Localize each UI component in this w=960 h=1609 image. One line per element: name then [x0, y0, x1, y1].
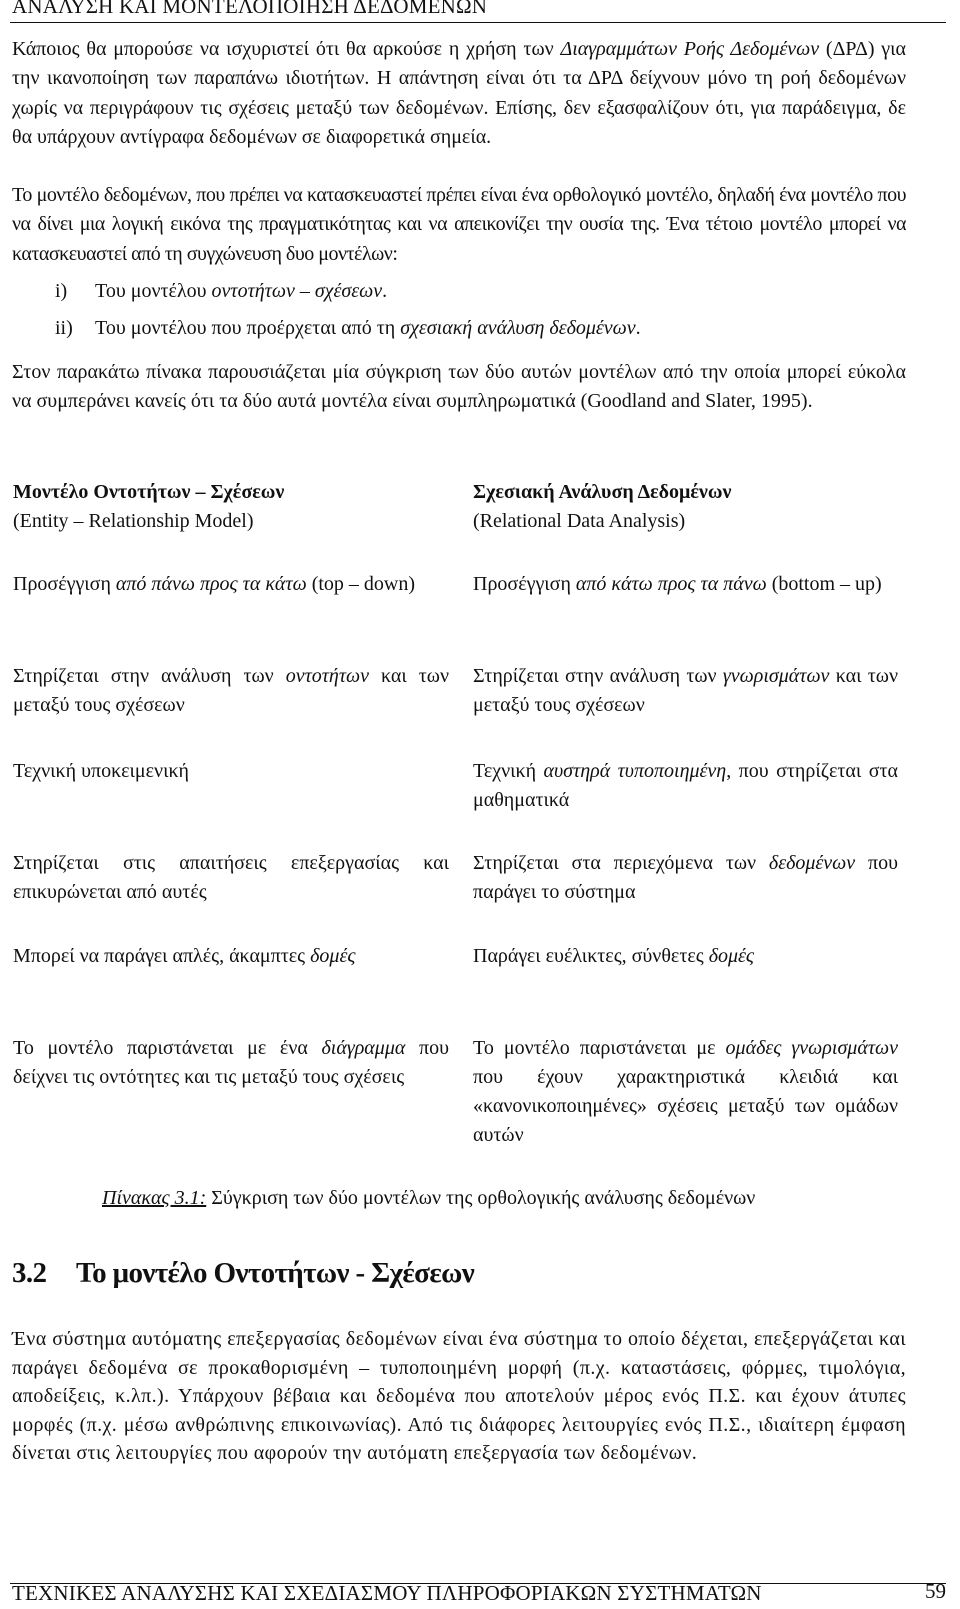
left-model-title: Μοντέλο Οντοτήτων – Σχέσεων: [13, 481, 285, 503]
table-cell-left: [2, 939, 459, 1031]
cell-emphasis: δεδομένων: [768, 852, 856, 874]
cell-text: Παράγει ευέλικτες, σύνθετες: [473, 945, 709, 967]
paragraph-3: Στον παρακάτω πίνακα παρουσιάζεται μία σύγκριση των δύο αυτών μοντέλων από την οποία μπορεί εύκολα να συμπεράνει κανείς ότι τα δύο αυτά μοντέλα είναι συμπληρωματικά (Goodland and Slater, 1995).: [12, 361, 906, 413]
table-caption-label: Πίνακας 3.1:: [102, 1187, 207, 1209]
cell-text: (top – down): [306, 573, 416, 595]
cell-text: που έχουν χαρακτηριστικά κλειδιά και «κανονικοποιημένες» σχέσεις μεταξύ των ομάδων αυτών: [473, 1066, 898, 1146]
cell-emphasis: από κάτω προς τα πάνω: [575, 573, 767, 595]
header-rule: [10, 22, 946, 23]
table-caption-text: Σύγκριση των δύο μοντέλων της ορθολογικής ανάλυσης δεδομένων: [206, 1187, 756, 1209]
cell-emphasis: από πάνω προς τα κάτω: [115, 573, 307, 595]
cell-text: Προσέγγιση: [13, 573, 116, 595]
cell-emphasis: διάγραμμα: [321, 1037, 406, 1059]
table-row: [2, 846, 908, 939]
comparison-table: [2, 475, 908, 1155]
table-cell-right: [459, 754, 908, 846]
table-cell-left: [2, 846, 459, 939]
left-model-subtitle: (Entity – Relationship Model): [13, 510, 254, 532]
cell-text: Τεχνική υποκειμενική: [13, 760, 190, 782]
list-item-text: Του μοντέλου που προέρχεται από τη: [95, 317, 401, 339]
cell-text: Στηρίζεται στα περιεχόμενα των: [473, 852, 769, 874]
cell-emphasis: αυστηρά τυποποιημένη: [543, 760, 727, 782]
table-cell-right: [459, 1031, 908, 1155]
table-cell-left: [2, 567, 459, 659]
page-number: 59: [925, 1579, 946, 1603]
cell-text: , που στηρίζεται στα μαθηματικά: [473, 760, 898, 811]
cell-text: Στηρίζεται στην ανάλυση των: [473, 665, 723, 687]
cell-text: Προσέγγιση: [473, 573, 576, 595]
cell-text: Το μοντέλο παριστάνεται με: [473, 1037, 726, 1059]
list-item-end: .: [382, 280, 388, 302]
right-model-subtitle: (Relational Data Analysis): [473, 510, 686, 532]
section-heading: [12, 1257, 474, 1290]
paragraph-1-emphasis: Διαγραμμάτων Ροής Δεδομένων: [560, 38, 820, 60]
cell-text: Τεχνική: [473, 760, 544, 782]
cell-text: (bottom – up): [766, 573, 882, 595]
table-caption: [102, 1187, 755, 1210]
list-item-number: i): [55, 280, 68, 302]
paragraph-2: Το μοντέλο δεδομένων, που πρέπει να κατασκευαστεί πρέπει είναι ένα ορθολογικό μοντέλο, δηλαδή ένα μοντέλο που να δίνει μια λογική εικόνα της πραγματικότητας και να απεικονίζει την ουσία της. Ένα τέτοιο μοντέλο μπορεί να κατασκευαστεί από τη συγχώνευση δυο μοντέλων:: [12, 184, 906, 265]
cell-text: και των μεταξύ τους σχέσεων: [473, 665, 898, 716]
table-row: [2, 659, 908, 754]
paragraph-1: [12, 35, 906, 152]
table-cell-right: [459, 567, 908, 659]
table-cell-left: [2, 754, 459, 846]
cell-text: Στηρίζεται στις απαιτήσεις επεξεργασίας και επικυρώνεται από αυτές: [13, 852, 449, 903]
table-header-right: [459, 475, 908, 567]
cell-text: και των μεταξύ τους σχέσεων: [13, 665, 449, 716]
table-row: [2, 939, 908, 1031]
list-item-number: ii): [55, 317, 73, 339]
list-item-emphasis: σχεσιακή ανάλυση δεδομένων: [400, 317, 636, 339]
cell-emphasis: οντοτήτων: [285, 665, 369, 687]
right-model-title: Σχεσιακή Ανάλυση Δεδομένων: [473, 481, 732, 503]
cell-text: που παράγει το σύστημα: [473, 852, 898, 903]
list-item: [55, 314, 641, 343]
cell-text: Μπορεί να παράγει απλές, άκαμπτες: [13, 945, 311, 967]
cell-emphasis: δομές: [708, 945, 755, 967]
paragraph-1-text-a: Κάποιος θα μπορούσε να ισχυριστεί ότι θα αρκούσε η χρήση των: [12, 38, 561, 60]
cell-text: Στηρίζεται στην ανάλυση των: [13, 665, 286, 687]
list-item-end: .: [635, 317, 641, 339]
paragraph-1-text-c: (ΔΡΔ) για την ικανοποίηση των παραπάνω ιδιοτήτων. Η απάντηση είναι ότι τα ΔΡΔ δείχνουν μόνο τη ροή δεδομένων χωρίς να περιγράφουν τις σχέσεις μεταξύ των δεδομένων. Επίσης, δεν εξασφαλίζουν ότι, για παράδειγμα, δε θα υπάρχουν αντίγραφα δεδομένων σε διαφορετικά σημεία.: [12, 38, 906, 148]
table-cell-right: [459, 846, 908, 939]
cell-emphasis: δομές: [310, 945, 356, 967]
paragraph-4: Ένα σύστημα αυτόματης επεξεργασίας δεδομένων είναι ένα σύστημα το οποίο δέχεται, επεξεργάζεται και παράγει δεδομένα σε προκαθορισμένη – τυποποιημένη μορφή (π.χ. καταστάσεις, φόρμες, τιμολόγια, αποδείξεις, κ.λπ.). Υπάρχουν βέβαια και δεδομένα που αποτελούν μέρος ενός Π.Σ. και έχουν άτυπες μορφές (π.χ. μέσω ανθρώπινης επικοινωνίας). Από τις διάφορες λειτουργίες ενός Π.Σ., ιδιαίτερη έμφαση δίνεται στις λειτουργίες που αφορούν την αυτόματη επεξεργασία των δεδομένων.: [12, 1328, 906, 1465]
table-header-left: [2, 475, 459, 567]
table-cell-right: [459, 659, 908, 754]
section-number: 3.2: [12, 1257, 47, 1289]
running-footer: ΤΕΧΝΙΚΕΣ ΑΝΑΛΥΣΗΣ ΚΑΙ ΣΧΕΔΙΑΣΜΟΥ ΠΛΗΡΟΦΟΡΙΑΚΩΝ ΣΥΣΤΗΜΑΤΩΝ: [12, 1581, 762, 1605]
table-row: [2, 754, 908, 846]
table-row: [2, 1031, 908, 1155]
cell-text: που δείχνει τις οντότητες και τις μεταξύ τους σχέσεις: [13, 1037, 449, 1088]
list-item-text: Του μοντέλου: [95, 280, 212, 302]
cell-text: Το μοντέλο παριστάνεται με ένα: [13, 1037, 322, 1059]
cell-emphasis: ομάδες γνωρισμάτων: [725, 1037, 898, 1059]
running-header: ΑΝΑΛΥΣΗ ΚΑΙ ΜΟΝΤΕΛΟΠΟΙΗΣΗ ΔΕΔΟΜΕΝΩΝ: [12, 0, 488, 18]
list-item-emphasis: οντοτήτων – σχέσεων: [211, 280, 383, 302]
table-header-row: [2, 475, 908, 567]
table-cell-right: [459, 939, 908, 1031]
section-title: Το μοντέλο Οντοτήτων - Σχέσεων: [76, 1257, 475, 1289]
table-cell-left: [2, 659, 459, 754]
table-row: [2, 567, 908, 659]
table-cell-left: [2, 1031, 459, 1155]
list-item: [55, 277, 387, 306]
cell-emphasis: γνωρισμάτων: [722, 665, 830, 687]
